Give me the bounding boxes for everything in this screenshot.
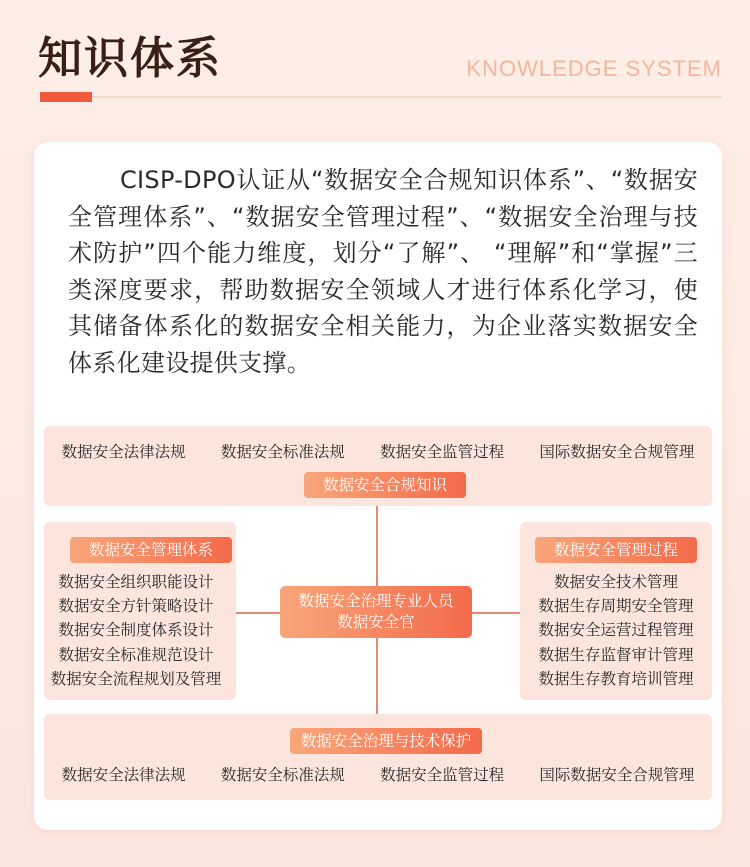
list-item: 数据安全流程规划及管理: [50, 669, 222, 688]
list-item: 数据生存监督审计管理: [538, 645, 694, 664]
bottom-item: 数据安全标准法规: [220, 766, 345, 784]
header-divider: [40, 96, 722, 98]
top-item: 数据安全监管过程: [380, 443, 505, 461]
top-item: 数据安全标准法规: [220, 443, 345, 461]
list-item: 数据安全制度体系设计: [58, 621, 214, 640]
top-item: 国际数据安全合规管理: [539, 443, 695, 461]
connector-right: [472, 612, 520, 614]
connector-left: [234, 612, 280, 614]
page-title: 知识体系: [38, 33, 222, 84]
list-item: 数据安全方针策略设计: [58, 597, 214, 616]
management-system-box: [44, 522, 236, 700]
management-process-box: [520, 522, 712, 700]
top-item: 数据安全法律法规: [61, 443, 186, 461]
bottom-item: 数据安全监管过程: [380, 766, 505, 784]
governance-protection-band: [44, 714, 712, 800]
content-card: [34, 142, 722, 830]
top-items-row: [44, 440, 712, 462]
center-line-2: 数据安全官: [337, 613, 415, 631]
bottom-item: 数据安全法律法规: [61, 766, 186, 784]
header-accent-bar: [40, 92, 92, 102]
list-item: 数据安全组织职能设计: [58, 573, 214, 591]
bottom-item: 国际数据安全合规管理: [539, 766, 695, 784]
list-item: 数据生存教育培训管理: [538, 669, 694, 688]
intro-paragraph: CISP-DPO认证从“数据安全合规知识体系”、“数据安全管理体系”、“数据安全管理过程”、“数据安全治理与技术防护”四个能力维度，划分“了解”、 “理解”和“掌握”三类深度要求，帮助数据安全领域人才进行体系化学习，使其储备体系化的数据安全相关能力，为企业落实数据安全体系化建设提供支撑。: [68, 166, 698, 377]
list-item: 数据生存周期安全管理: [538, 597, 694, 616]
management-process-label: 数据安全管理过程: [535, 537, 697, 563]
management-system-list: [40, 570, 232, 691]
connector-bottom: [376, 638, 378, 714]
management-process-list: [520, 570, 712, 691]
header: [0, 0, 750, 110]
bottom-items-row: [44, 763, 712, 785]
governance-protection-label: 数据安全治理与技术保护: [290, 728, 482, 754]
list-item: 数据安全技术管理: [553, 573, 678, 591]
page-subtitle: KNOWLEDGE SYSTEM: [466, 56, 722, 81]
management-system-label: 数据安全管理体系: [70, 537, 232, 563]
center-node: [280, 586, 472, 638]
list-item: 数据安全标准规范设计: [58, 645, 214, 664]
list-item: 数据安全运营过程管理: [538, 621, 694, 640]
compliance-knowledge-label: 数据安全合规知识: [304, 472, 466, 498]
center-line-1: 数据安全治理专业人员: [298, 592, 454, 610]
compliance-knowledge-band: [44, 426, 712, 506]
